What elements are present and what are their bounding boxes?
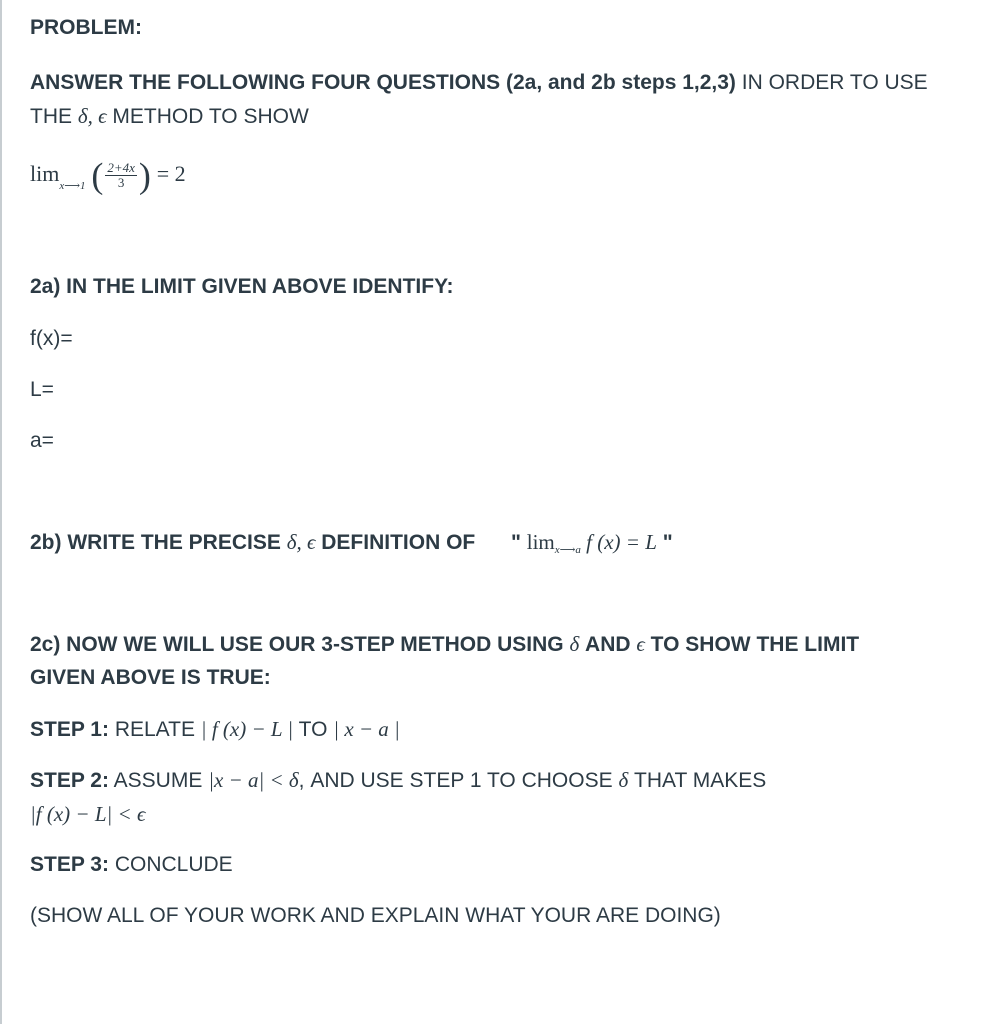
step-1-relate: RELATE bbox=[108, 718, 201, 741]
left-paren: ( bbox=[91, 155, 104, 196]
step-2-delta: δ bbox=[618, 768, 629, 792]
q2c-line-2: GIVEN ABOVE IS TRUE: bbox=[30, 666, 271, 689]
step-1 bbox=[30, 716, 400, 743]
q2a-heading: 2a) IN THE LIMIT GIVEN ABOVE IDENTIFY: bbox=[30, 275, 454, 298]
q2a-a-label: a= bbox=[30, 429, 54, 452]
q2b-delta-epsilon: δ, ϵ bbox=[286, 530, 316, 554]
lim-subscript: x⟶1 bbox=[59, 180, 86, 192]
intro-bold: ANSWER THE FOLLOWING FOUR QUESTIONS (2a, and 2b steps 1,2,3) bbox=[30, 71, 736, 94]
step-2-mid: , AND USE STEP 1 TO CHOOSE bbox=[298, 769, 619, 792]
q2b-post: DEFINITION OF bbox=[315, 531, 476, 554]
q2b-pre: 2b) WRITE THE PRECISE bbox=[30, 531, 287, 554]
intro-line-1 bbox=[30, 70, 928, 96]
q2c-post: TO SHOW THE LIMIT bbox=[644, 633, 860, 656]
step-2-line-2 bbox=[30, 801, 145, 828]
step-2-expr-1: |x − a| < δ bbox=[208, 768, 299, 792]
q2c-delta: δ bbox=[569, 632, 580, 656]
footer-note: (SHOW ALL OF YOUR WORK AND EXPLAIN WHAT YOUR ARE DOING) bbox=[30, 904, 721, 927]
right-paren: ) bbox=[138, 155, 151, 196]
q2b-lim-subscript: x⟶a bbox=[554, 544, 581, 556]
intro-line-2 bbox=[30, 103, 309, 130]
q2a-L-label: L= bbox=[30, 378, 54, 401]
q2b-lim: lim bbox=[526, 530, 555, 554]
step-2-label: STEP 2: bbox=[30, 769, 109, 792]
q2c-epsilon: ϵ bbox=[636, 632, 645, 656]
problem-label: PROBLEM: bbox=[30, 16, 142, 39]
step-1-label: STEP 1: bbox=[30, 718, 109, 741]
step-2-assume: ASSUME bbox=[108, 769, 209, 792]
intro-normal: IN ORDER TO USE bbox=[735, 71, 928, 94]
q2a-fx-label: f(x)= bbox=[30, 327, 73, 350]
step-3-text: CONCLUDE bbox=[108, 853, 233, 876]
q2c-pre: 2c) NOW WE WILL USE OUR 3-STEP METHOD USING bbox=[30, 633, 570, 656]
step-2-expr-2: |f (x) − L| < ϵ bbox=[30, 802, 146, 826]
lim-operator: lim bbox=[30, 161, 60, 186]
fraction-denominator: 3 bbox=[117, 174, 125, 190]
step-2 bbox=[30, 767, 766, 794]
step-3 bbox=[30, 852, 233, 878]
q2b-expression: f (x) = L bbox=[580, 530, 657, 554]
delta-epsilon-symbol: δ, ϵ bbox=[77, 104, 107, 128]
page-left-border bbox=[0, 0, 2, 1024]
q2c-and: AND bbox=[579, 633, 637, 656]
q2b-quote-open: " bbox=[510, 531, 527, 554]
limit-rhs: = 2 bbox=[156, 161, 186, 186]
step-1-expr-2: | x − a | bbox=[333, 717, 400, 741]
step-3-label: STEP 3: bbox=[30, 853, 109, 876]
q2b-quote-close: " bbox=[656, 531, 673, 554]
intro-the: THE bbox=[30, 105, 78, 128]
fraction bbox=[105, 161, 137, 190]
fraction-numerator: 2+4x bbox=[107, 159, 135, 175]
intro-method: METHOD TO SHOW bbox=[106, 105, 309, 128]
step-1-expr-1: | f (x) − L | bbox=[200, 717, 294, 741]
limit-expression bbox=[30, 152, 186, 200]
q2b-line bbox=[30, 529, 673, 559]
step-1-to: TO bbox=[293, 718, 334, 741]
q2c-line-1 bbox=[30, 631, 859, 658]
step-2-post: THAT MAKES bbox=[628, 769, 767, 792]
